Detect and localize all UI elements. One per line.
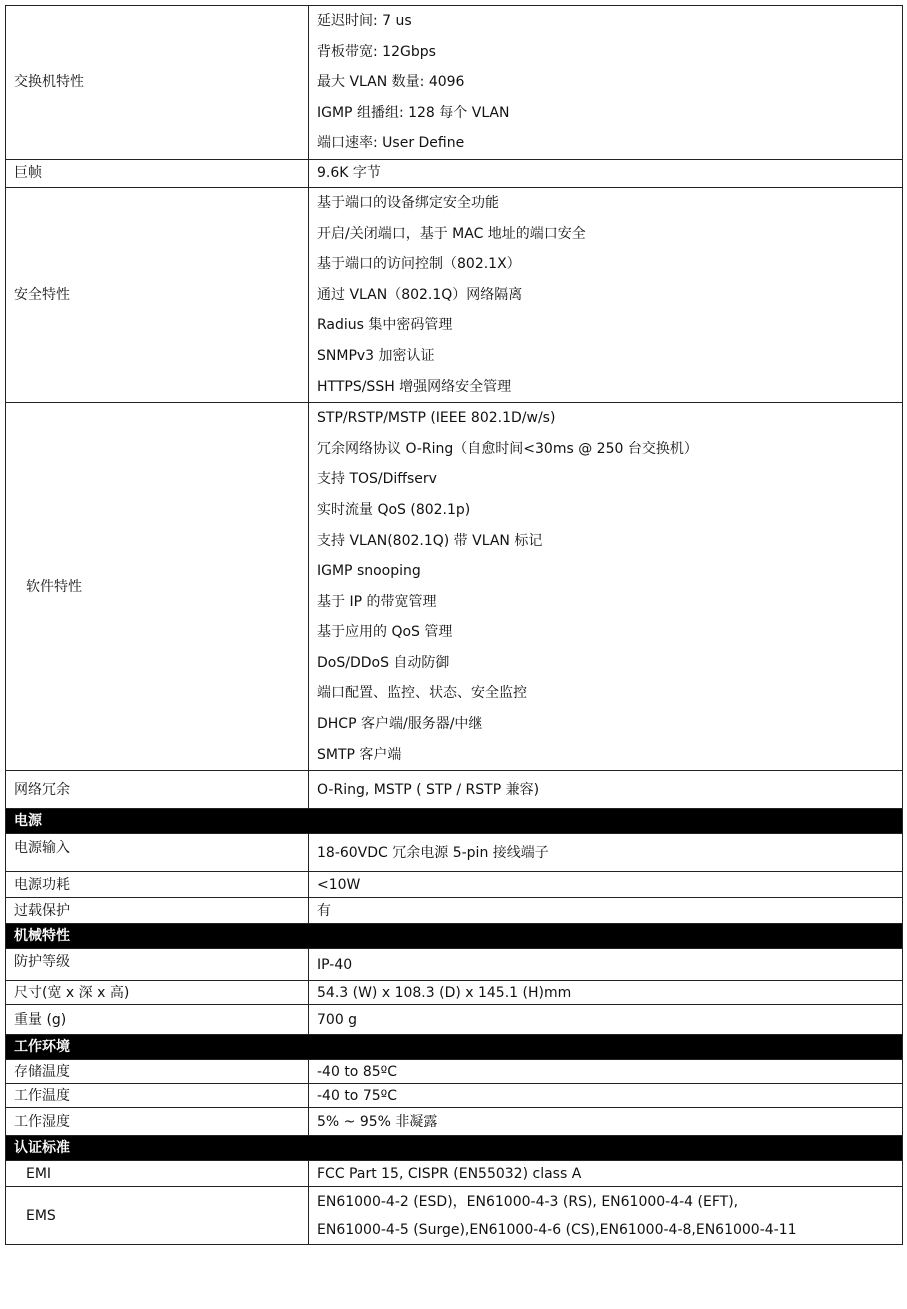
- row-ems: [6, 1187, 903, 1245]
- label-dimensions: 尺寸(宽 x 深 x 高): [6, 981, 309, 1005]
- row-switch-features: [6, 6, 903, 160]
- security-item: 基于端口的访问控制（802.1X）: [317, 256, 521, 273]
- software-item: 基于 IP 的带宽管理: [317, 593, 437, 610]
- row-jumbo: [6, 159, 903, 187]
- security-item: Radius 集中密码管理: [317, 317, 453, 334]
- label-security: 安全特性: [6, 187, 309, 402]
- row-humidity: [6, 1108, 903, 1136]
- label-overload: 过载保护: [6, 898, 309, 924]
- software-item: DoS/DDoS 自动防御: [317, 654, 450, 671]
- label-storage-temp: 存储温度: [6, 1060, 309, 1084]
- switch-feature-item: IGMP 组播组: 128 每个 VLAN: [317, 104, 510, 121]
- value-power-consumption: <10W: [309, 872, 903, 898]
- value-weight: 700 g: [309, 1005, 903, 1035]
- section-power: [6, 809, 903, 834]
- section-environment: [6, 1035, 903, 1060]
- value-jumbo: 9.6K 字节: [309, 159, 903, 187]
- software-item: SMTP 客户端: [317, 746, 402, 763]
- label-operating-temp: 工作温度: [6, 1084, 309, 1108]
- software-item: IGMP snooping: [317, 563, 421, 580]
- section-power-title: 电源: [6, 809, 903, 834]
- value-ems: [309, 1187, 903, 1245]
- row-emi: [6, 1161, 903, 1187]
- row-overload: [6, 898, 903, 924]
- label-weight: 重量 (g): [6, 1005, 309, 1035]
- switch-feature-item: 端口速率: User Define: [317, 135, 465, 152]
- label-protection: 防护等级: [6, 949, 309, 981]
- value-switch-features: [309, 6, 903, 160]
- label-power-input: 电源输入: [6, 834, 309, 872]
- label-ems: EMS: [6, 1187, 309, 1245]
- software-item: DHCP 客户端/服务器/中继: [317, 716, 483, 733]
- software-item: 基于应用的 QoS 管理: [317, 624, 453, 641]
- value-redundancy: O-Ring, MSTP ( STP / RSTP 兼容): [309, 771, 903, 809]
- security-item: HTTPS/SSH 增强网络安全管理: [317, 378, 512, 395]
- switch-feature-item: 延迟时间: 7 us: [317, 13, 412, 29]
- label-redundancy: 网络冗余: [6, 771, 309, 809]
- value-emi: FCC Part 15, CISPR (EN55032) class A: [309, 1161, 903, 1187]
- row-redundancy: [6, 771, 903, 809]
- value-humidity: 5% ~ 95% 非凝露: [309, 1108, 903, 1136]
- value-power-input: 18-60VDC 冗余电源 5-pin 接线端子: [309, 834, 903, 872]
- label-humidity: 工作湿度: [6, 1108, 309, 1136]
- label-software: 软件特性: [6, 403, 309, 771]
- row-security: [6, 187, 903, 402]
- software-item: STP/RSTP/MSTP (IEEE 802.1D/w/s): [317, 410, 556, 427]
- section-environment-title: 工作环境: [6, 1035, 903, 1060]
- row-protection: [6, 949, 903, 981]
- switch-feature-item: 背板带宽: 12Gbps: [317, 43, 436, 60]
- section-mechanical-title: 机械特性: [6, 924, 903, 949]
- label-emi: EMI: [6, 1161, 309, 1187]
- software-item: 冗余网络协议 O-Ring（自愈时间<30ms @ 250 台交换机）: [317, 440, 698, 457]
- software-item: 支持 TOS/Diffserv: [317, 471, 437, 488]
- ems-line: EN61000-4-2 (ESD)，EN61000-4-3 (RS), EN61000-4-4 (EFT),: [317, 1193, 739, 1210]
- security-item: SNMPv3 加密认证: [317, 347, 435, 364]
- value-dimensions: 54.3 (W) x 108.3 (D) x 145.1 (H)mm: [309, 981, 903, 1005]
- row-power-input: [6, 834, 903, 872]
- value-security: [309, 187, 903, 402]
- software-item: 实时流量 QoS (802.1p): [317, 501, 471, 518]
- software-item: 支持 VLAN(802.1Q) 带 VLAN 标记: [317, 532, 543, 549]
- software-item: 端口配置、监控、状态、安全监控: [317, 685, 527, 702]
- label-power-consumption: 电源功耗: [6, 872, 309, 898]
- row-weight: [6, 1005, 903, 1035]
- section-certification: [6, 1136, 903, 1161]
- value-storage-temp: -40 to 85ºC: [309, 1060, 903, 1084]
- spec-table: [5, 5, 903, 1245]
- section-mechanical: [6, 924, 903, 949]
- security-item: 开启/关闭端口，基于 MAC 地址的端口安全: [317, 225, 586, 242]
- row-power-consumption: [6, 872, 903, 898]
- row-operating-temp: [6, 1084, 903, 1108]
- row-storage-temp: [6, 1060, 903, 1084]
- section-certification-title: 认证标准: [6, 1136, 903, 1161]
- ems-line: EN61000-4-5 (Surge),EN61000-4-6 (CS),EN61000-4-8,EN61000-4-11: [317, 1221, 797, 1238]
- label-switch-features: 交换机特性: [6, 6, 309, 160]
- value-protection: IP-40: [309, 949, 903, 981]
- label-jumbo: 巨帧: [6, 159, 309, 187]
- value-operating-temp: -40 to 75ºC: [309, 1084, 903, 1108]
- security-item: 基于端口的设备绑定安全功能: [317, 194, 499, 211]
- row-dimensions: [6, 981, 903, 1005]
- row-software: [6, 403, 903, 771]
- security-item: 通过 VLAN（802.1Q）网络隔离: [317, 286, 523, 303]
- value-overload: 有: [309, 898, 903, 924]
- switch-feature-item: 最大 VLAN 数量: 4096: [317, 74, 465, 91]
- value-software: [309, 403, 903, 771]
